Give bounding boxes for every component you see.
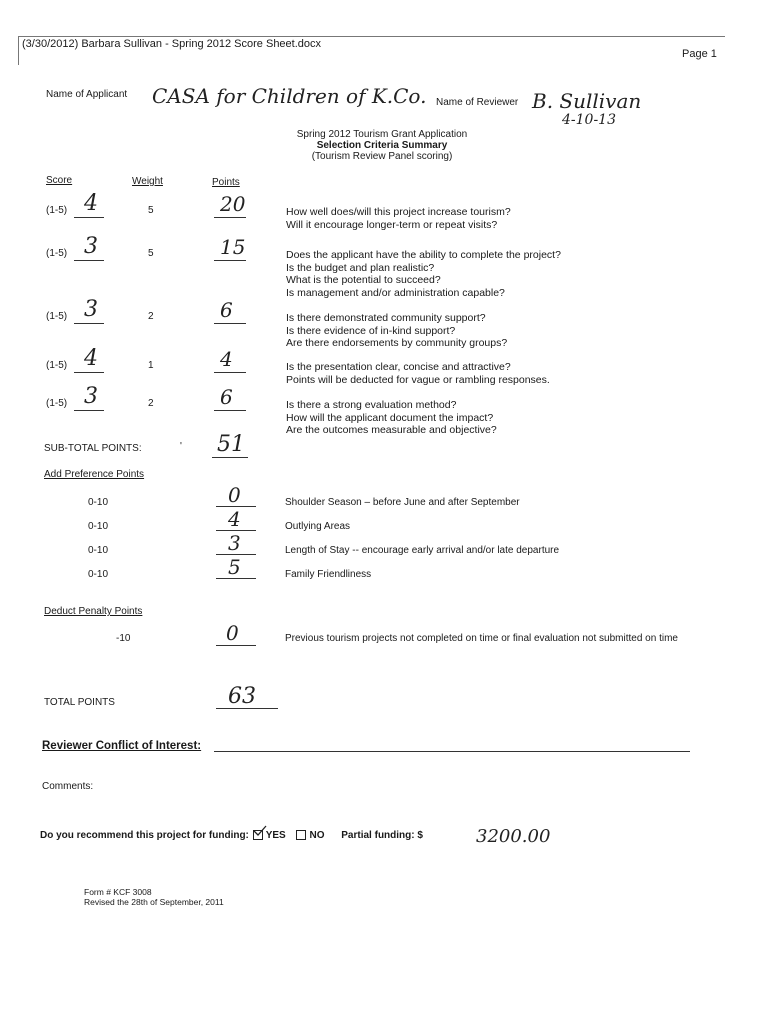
weight-value: 2 [148, 311, 154, 322]
preference-label: Length of Stay -- encourage early arrival and/or late departure [285, 545, 560, 556]
form-number: Form # KCF 3008 [84, 887, 152, 897]
criteria-line: Is the budget and plan realistic? [286, 261, 435, 274]
yes-checkbox[interactable] [253, 830, 263, 840]
score-column-header: Score [46, 175, 73, 186]
score-value: 3 [84, 297, 98, 322]
preference-value: 5 [228, 555, 241, 579]
document-title: (3/30/2012) Barbara Sullivan - Spring 2012 Score Sheet.docx [22, 38, 322, 50]
score-range: (1-5) [46, 205, 68, 216]
form-footer [84, 887, 224, 907]
conflict-label: Reviewer Conflict of Interest: [42, 740, 202, 752]
yes-label: YES [265, 830, 286, 841]
preference-heading: Add Preference Points [44, 469, 145, 480]
review-date: 4-10-13 [562, 112, 616, 128]
score-value: 4 [84, 346, 98, 371]
subtotal-mark: ' [180, 441, 182, 452]
criteria-line: What is the potential to succeed? [286, 274, 441, 286]
criteria-line: Are there endorsements by community groups? [286, 337, 508, 349]
score-range: (1-5) [46, 311, 68, 322]
weight-value: 5 [148, 248, 154, 259]
score-range: (1-5) [46, 398, 68, 409]
criteria-line: Is management and/or administration capable? [286, 286, 505, 299]
preference-range: 0-10 [88, 569, 109, 580]
criteria-line: Is there demonstrated community support? [286, 312, 486, 324]
recommend-question: Do you recommend this project for funding: [40, 830, 249, 841]
criteria-line: Points will be deducted for vague or rambling responses. [286, 373, 550, 386]
heading-line-3: (Tourism Review Panel scoring) [311, 151, 453, 162]
score-value: 3 [84, 234, 98, 259]
penalty-description: Previous tourism projects not completed on time or final evaluation not submitted on time [285, 633, 678, 644]
reviewer-signature: B. Sullivan [532, 89, 642, 113]
criteria-line: Will it encourage longer-term or repeat visits? [286, 218, 498, 231]
heading-line-2: Selection Criteria Summary [316, 140, 448, 151]
criteria-line: Does the applicant have the ability to complete the project? [286, 249, 561, 261]
criteria-line: Is there a strong evaluation method? [286, 399, 457, 411]
heading-line-1: Spring 2012 Tourism Grant Application [296, 129, 468, 140]
subtotal-value: 51 [217, 432, 245, 457]
no-checkbox[interactable] [296, 830, 306, 840]
comments-label: Comments: [42, 781, 94, 792]
criteria-line: How well does/will this project increase tourism? [286, 206, 511, 218]
criteria-description [286, 361, 686, 386]
preference-range: 0-10 [88, 521, 109, 532]
score-value: 4 [84, 191, 98, 216]
subtotal-label: SUB-TOTAL POINTS: [44, 443, 142, 454]
preference-value: 0 [228, 483, 241, 507]
weight-value: 2 [148, 398, 154, 409]
applicant-name-handwritten: CASA for Children of K.Co. [152, 84, 427, 108]
form-heading [282, 129, 482, 162]
preference-value: 3 [228, 531, 241, 555]
criteria-description [286, 312, 686, 350]
reviewer-label: Name of Reviewer [436, 97, 519, 108]
criteria-line: How will the applicant document the impact? [286, 411, 494, 424]
weight-value: 5 [148, 205, 154, 216]
criteria-line: Is the presentation clear, concise and attractive? [286, 361, 511, 373]
recommend-row [40, 830, 423, 841]
criteria-description [286, 399, 686, 437]
criteria-line: Is there evidence of in-kind support? [286, 324, 456, 337]
score-range: (1-5) [46, 248, 68, 259]
applicant-label: Name of Applicant [46, 89, 128, 100]
conflict-line [214, 751, 690, 752]
preference-range: 0-10 [88, 545, 109, 556]
criteria-description [286, 249, 686, 299]
penalty-value: 0 [226, 621, 239, 645]
penalty-heading: Deduct Penalty Points [44, 606, 143, 617]
weight-value: 1 [148, 360, 154, 371]
form-revised: Revised the 28th of September, 2011 [84, 897, 224, 907]
preference-label: Family Friendliness [285, 569, 372, 580]
criteria-line: Are the outcomes measurable and objective? [286, 424, 497, 436]
page-number: Page 1 [682, 48, 717, 60]
weight-column-header: Weight [132, 176, 163, 187]
score-value: 3 [84, 384, 98, 409]
preference-label: Shoulder Season – before June and after September [285, 497, 520, 508]
penalty-range: -10 [116, 633, 131, 644]
partial-funding-label: Partial funding: $ [341, 830, 423, 841]
points-column-header: Points [212, 177, 240, 188]
score-range: (1-5) [46, 360, 68, 371]
preference-value: 4 [228, 507, 241, 531]
points-value: 6 [220, 298, 233, 322]
checkmark-icon [253, 825, 267, 837]
partial-funding-value: 3200.00 [476, 826, 551, 847]
preference-range: 0-10 [88, 497, 109, 508]
points-value: 15 [220, 235, 246, 259]
preference-label: Outlying Areas [285, 521, 351, 532]
points-value: 4 [220, 347, 233, 371]
points-value: 6 [220, 385, 233, 409]
total-label: TOTAL POINTS [44, 697, 115, 708]
no-label: NO [309, 830, 325, 841]
total-value: 63 [228, 684, 256, 709]
criteria-description [286, 206, 686, 231]
points-value: 20 [220, 192, 246, 216]
